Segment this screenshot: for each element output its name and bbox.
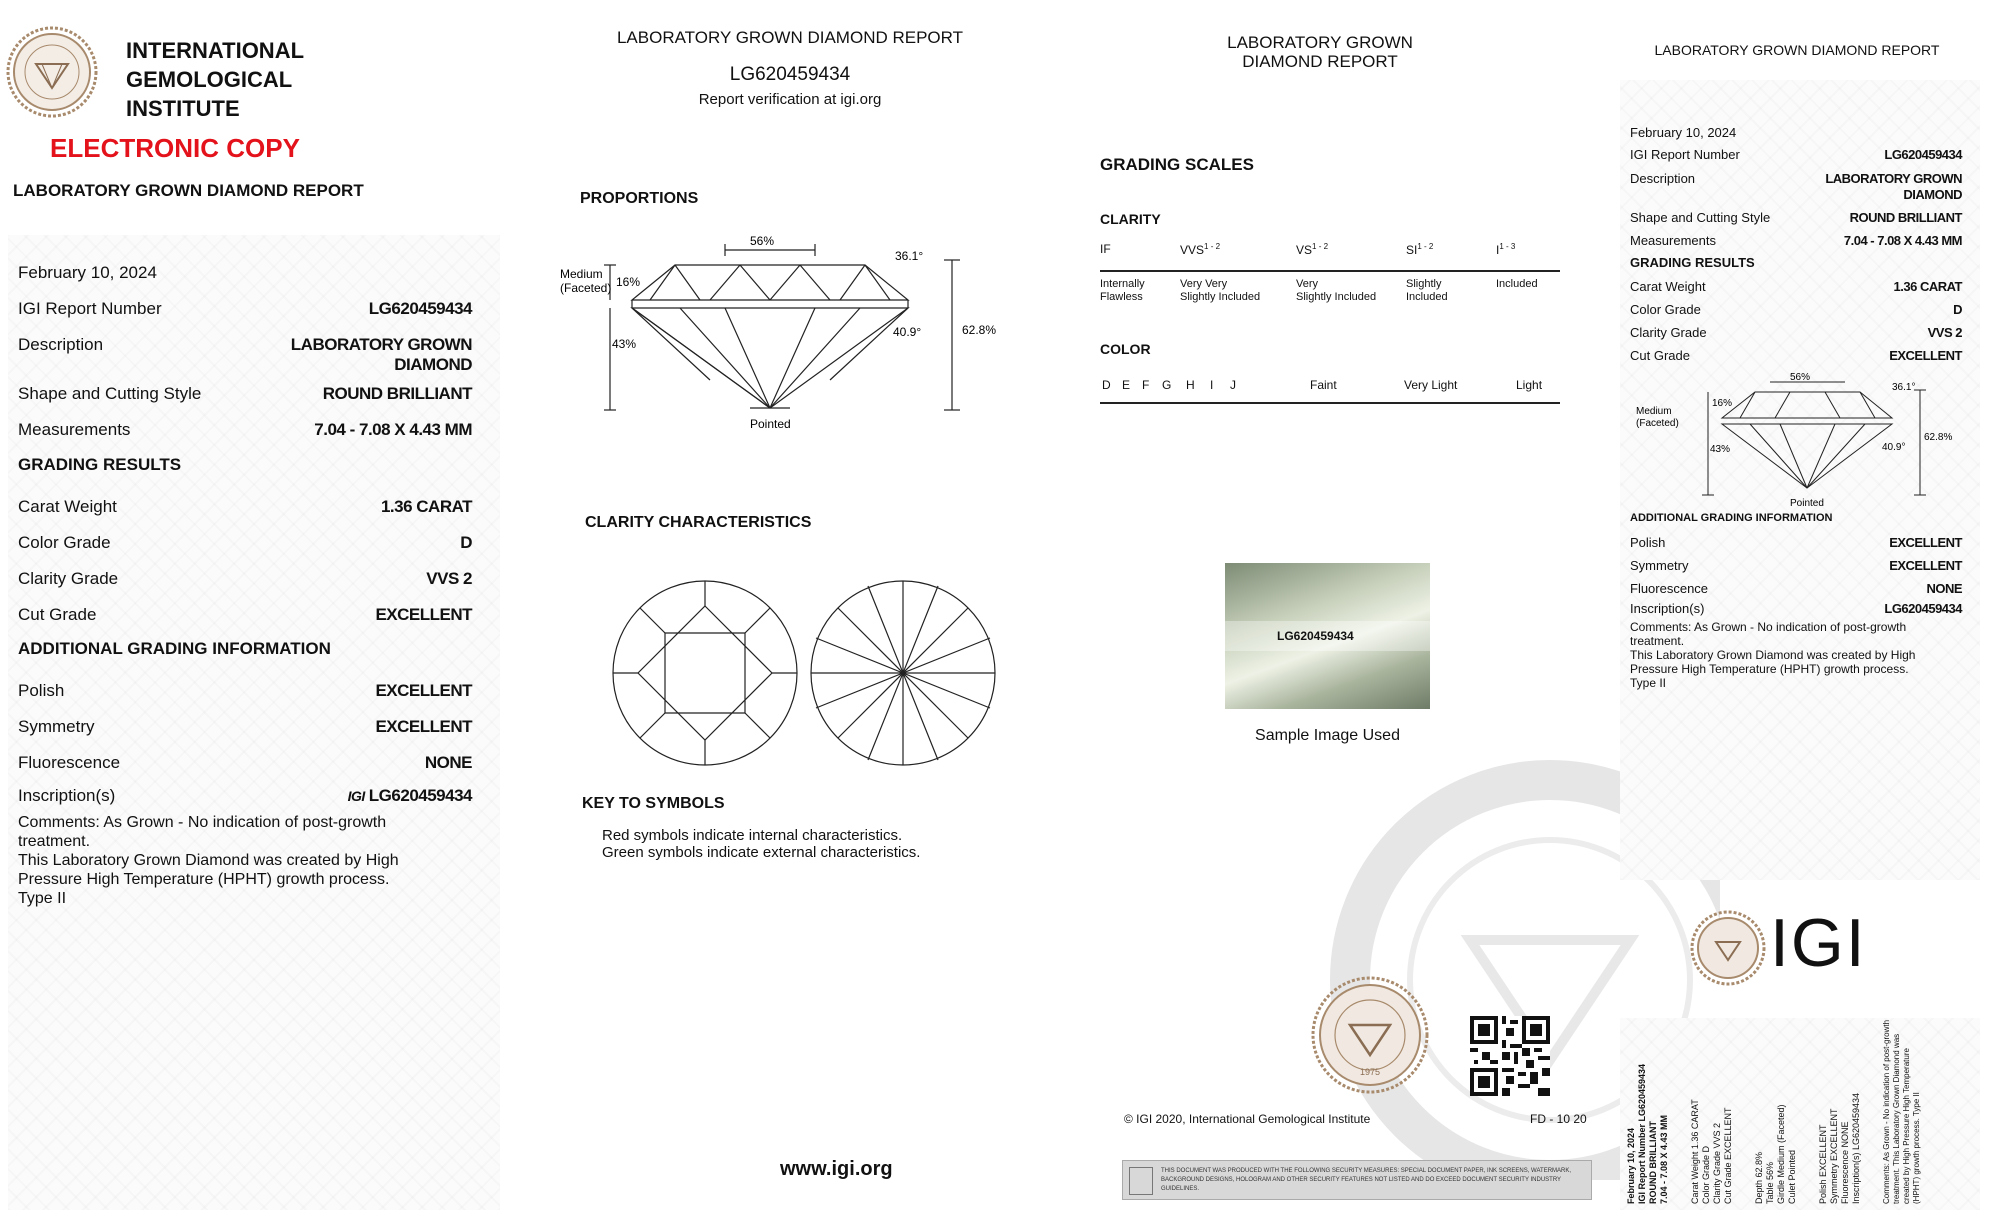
- sample-caption: Sample Image Used: [1255, 727, 1400, 744]
- detail-label: IGI Report Number: [18, 299, 162, 318]
- clarity-desc-line: Included: [1406, 291, 1448, 303]
- color-grade: Very Light: [1404, 378, 1458, 392]
- rotated-line: treatment. This Laboratory Grown Diamond was: [1892, 1033, 1901, 1204]
- additional-label: Inscription(s): [18, 786, 116, 805]
- additional-value: EXCELLENT: [1889, 558, 1962, 573]
- form-code: FD - 10 20: [1530, 1112, 1587, 1126]
- clarity-desc: [1496, 278, 1538, 291]
- grading-label: Carat Weight: [18, 497, 117, 516]
- color-grade: Light: [1516, 378, 1543, 392]
- report-details: [8, 235, 500, 1210]
- panel3-title-line: LABORATORY GROWN: [1227, 33, 1413, 52]
- detail-value: LG620459434: [1884, 147, 1962, 162]
- report-panel-left: [0, 0, 510, 1215]
- key-to-symbols-heading: KEY TO SYMBOLS: [582, 795, 725, 812]
- clarity-desc-line: Slightly: [1406, 278, 1442, 290]
- clarity-grade-label: SI: [1406, 243, 1418, 257]
- rotated-line: Clarity Grade VVS 2: [1712, 1122, 1722, 1204]
- igi-seal-large-icon: [1310, 975, 1430, 1095]
- rotated-column: [1818, 1018, 1862, 1204]
- pavilion-depth: 43%: [1710, 444, 1731, 455]
- key-lines: [602, 827, 920, 861]
- comment-line: Pressure High Temperature (HPHT) growth process.: [1630, 662, 1909, 676]
- rotated-line: Depth 62.8%: [1754, 1151, 1764, 1204]
- additional-label: Polish: [1630, 535, 1666, 550]
- rotated-line: IGI Report Number LG620459434: [1637, 1063, 1647, 1204]
- pavilion-depth: 43%: [612, 337, 637, 351]
- color-grade: F: [1142, 378, 1150, 392]
- clarity-desc: [1406, 278, 1448, 304]
- comment-line: treatment.: [1630, 634, 1685, 648]
- clarity-plot-pavilion-icon: [808, 578, 998, 768]
- comments: [18, 813, 399, 908]
- grading-value: D: [460, 533, 472, 552]
- clarity-desc: [1296, 278, 1376, 304]
- rotated-line: Color Grade D: [1701, 1145, 1711, 1204]
- report-panel-summary: [1612, 0, 2001, 1215]
- girdle-label: Medium: [560, 267, 603, 281]
- detail-label: Measurements: [1630, 233, 1716, 248]
- rotated-line: 7.04 - 7.08 X 4.43 MM: [1659, 1114, 1669, 1204]
- comment-line: This Laboratory Grown Diamond was created by High: [18, 852, 399, 869]
- detail-label: Shape and Cutting Style: [18, 384, 202, 403]
- rotated-line: Fluorescence NONE: [1840, 1121, 1850, 1204]
- girdle-label: Medium: [1636, 406, 1672, 417]
- grading-label: Cut Grade: [18, 605, 97, 624]
- panel4-title: LABORATORY GROWN DIAMOND REPORT: [1654, 42, 1940, 58]
- sample-inscription-text: LG620459434: [1277, 629, 1354, 643]
- detail-label: Description: [1630, 171, 1696, 186]
- additional-value: EXCELLENT: [1889, 535, 1962, 550]
- clarity-scale: [1100, 242, 1560, 302]
- clarity-grade-sup: 1 - 2: [1417, 242, 1434, 251]
- detail-value: LG620459434: [368, 299, 472, 318]
- detail-value: LABORATORY GROWN: [290, 335, 472, 354]
- pavilion-angle: 40.9°: [893, 325, 922, 339]
- girdle-label: (Faceted): [1636, 418, 1679, 429]
- color-grade: I: [1210, 378, 1214, 392]
- table-percent: 56%: [1790, 372, 1811, 383]
- grading-value: VVS 2: [426, 569, 472, 588]
- culet-label: Pointed: [1790, 498, 1824, 509]
- org-line: INTERNATIONAL: [126, 38, 305, 63]
- culet-label: Pointed: [750, 417, 791, 431]
- comment-line: This Laboratory Grown Diamond was created by High: [1630, 648, 1916, 662]
- rotated-summary: [1620, 1018, 1980, 1210]
- grading-value: 1.36 CARAT: [1893, 279, 1962, 294]
- clarity-desc-line: Included: [1496, 278, 1538, 290]
- clarity-grade: [1100, 242, 1111, 256]
- rotated-line: created by High Pressure High Temperature: [1902, 1048, 1911, 1204]
- clarity-grade-label: I: [1496, 243, 1500, 257]
- additional-label: Symmetry: [18, 717, 95, 736]
- additional-value: NONE: [424, 753, 472, 772]
- comment-line: Pressure High Temperature (HPHT) growth process.: [18, 871, 390, 888]
- rotated-line: (HPHT) growth process. Type II: [1912, 1092, 1921, 1204]
- rotated-line: Symmetry EXCELLENT: [1829, 1108, 1839, 1204]
- document-lock-icon: [1129, 1167, 1153, 1195]
- total-depth: 62.8%: [962, 323, 997, 337]
- color-grade: Faint: [1310, 378, 1337, 392]
- rotated-line: Inscription(s) LG620459434: [1851, 1092, 1861, 1204]
- org-line: INSTITUTE: [126, 96, 240, 121]
- igi-logo-text: IGI: [1770, 905, 1867, 981]
- security-footer: [1122, 1160, 1592, 1200]
- verification-text: Report verification at igi.org: [698, 91, 882, 108]
- crown-angle: 36.1°: [895, 249, 924, 263]
- color-grade: H: [1186, 378, 1195, 392]
- additional-grading-heading: ADDITIONAL GRADING INFORMATION: [18, 639, 331, 658]
- rotated-line: Girdle Medium (Faceted): [1776, 1104, 1786, 1204]
- grading-value: VVS 2: [1927, 325, 1962, 340]
- color-grade: E: [1122, 378, 1131, 392]
- additional-label: Fluorescence: [18, 753, 121, 772]
- additional-value: NONE: [1926, 581, 1962, 596]
- key-line: Red symbols indicate internal characteristics.: [602, 827, 903, 844]
- inscription-number: LG620459434: [368, 786, 472, 805]
- comment-line: Type II: [1630, 676, 1667, 690]
- rotated-column: [1882, 1018, 1922, 1204]
- org-line: GEMOLOGICAL: [126, 67, 293, 92]
- clarity-desc-line: Very Very: [1180, 278, 1228, 290]
- grading-results-heading: GRADING RESULTS: [18, 455, 182, 474]
- color-grade: J: [1230, 378, 1236, 392]
- grading-label: Carat Weight: [1630, 279, 1706, 294]
- table-percent: 56%: [750, 234, 775, 248]
- report-title: LABORATORY GROWN DIAMOND REPORT: [13, 181, 364, 200]
- grading-value: EXCELLENT: [375, 605, 472, 624]
- clarity-desc-line: Very: [1296, 278, 1319, 290]
- clarity-scale-rule: [1100, 270, 1560, 272]
- comment-line: Comments: As Grown - No indication of post-growth: [18, 814, 387, 831]
- clarity-grade: [1406, 242, 1433, 257]
- seal-year: 1975: [1359, 1067, 1381, 1077]
- detail-label: Description: [18, 335, 104, 354]
- sample-inscription-image: [1225, 563, 1430, 709]
- electronic-copy-label: ELECTRONIC COPY: [50, 133, 300, 163]
- girdle-label: (Faceted): [560, 281, 612, 295]
- additional-grading-heading: ADDITIONAL GRADING INFORMATION: [1630, 512, 1833, 524]
- clarity-grade-sup: 1 - 2: [1204, 242, 1221, 251]
- clarity-desc-line: Slightly Included: [1296, 291, 1377, 303]
- additional-label: Symmetry: [1630, 558, 1689, 573]
- rotated-line: Culet Pointed: [1787, 1149, 1797, 1204]
- copyright-text: © IGI 2020, International Gemological Institute: [1124, 1112, 1371, 1126]
- color-grade: D: [1102, 378, 1111, 392]
- security-text: THIS DOCUMENT WAS PRODUCED WITH THE FOLLOWING SECURITY MEASURES: SPECIAL DOCUMENT PAPER, INK SCREENS, WATERMARK, BACKGROUND DESIGNS, HOLOGRAM AND OTHER SECURITY FEATURES NOT LISTED AND DO EXCEED DOCUMENT SECURITY INDUSTRY GUIDELINES.: [1161, 1168, 1572, 1192]
- grading-label: Clarity Grade: [18, 569, 119, 588]
- crown-height: 16%: [1712, 398, 1733, 409]
- clarity-desc: [1100, 278, 1145, 304]
- clarity-desc-line: Flawless: [1100, 291, 1143, 303]
- additional-value: LG620459434: [1884, 601, 1962, 616]
- clarity-grade-label: IF: [1100, 242, 1111, 256]
- rotated-line: Carat Weight 1.36 CARAT: [1690, 1099, 1700, 1204]
- panel2-title: LABORATORY GROWN DIAMOND REPORT: [616, 28, 964, 47]
- detail-label: IGI Report Number: [1630, 147, 1740, 162]
- panel3-title: [1170, 33, 1470, 71]
- grading-label: Color Grade: [18, 533, 111, 552]
- pavilion-angle: 40.9°: [1882, 442, 1906, 453]
- qr-code-icon[interactable]: [1470, 1016, 1550, 1096]
- grading-value: 1.36 CARAT: [380, 497, 472, 516]
- rotated-line: February 10, 2024: [1626, 1127, 1636, 1204]
- clarity-grade: [1496, 242, 1515, 257]
- grading-value: D: [1953, 302, 1962, 317]
- grading-scales-heading: GRADING SCALES: [1100, 155, 1254, 174]
- grading-label: Color Grade: [1630, 302, 1701, 317]
- clarity-plot-crown-icon: [610, 578, 800, 768]
- detail-value: 7.04 - 7.08 X 4.43 MM: [314, 420, 472, 439]
- grading-results-heading: GRADING RESULTS: [1630, 255, 1755, 270]
- comment-line: treatment.: [18, 833, 91, 850]
- grading-label: Cut Grade: [1630, 348, 1690, 363]
- grading-value: EXCELLENT: [1889, 348, 1962, 363]
- clarity-grade-sup: 1 - 2: [1312, 242, 1329, 251]
- proportions-diagram: [560, 230, 1020, 440]
- detail-value: LABORATORY GROWN: [1825, 171, 1962, 186]
- proportions-heading: PROPORTIONS: [580, 190, 699, 207]
- clarity-grade-label: VS: [1296, 243, 1313, 257]
- crown-angle: 36.1°: [1892, 382, 1916, 393]
- detail-value: ROUND BRILLIANT: [1849, 210, 1962, 225]
- rotated-column: [1690, 1018, 1734, 1204]
- color-scale: [1100, 378, 1560, 404]
- additional-value: EXCELLENT: [375, 717, 472, 736]
- report-panel-scales: [1090, 0, 1610, 1215]
- clarity-desc: [1180, 278, 1260, 304]
- clarity-grade: [1180, 242, 1220, 257]
- igi-seal-small-icon: [1690, 910, 1766, 986]
- comment-line: Comments: As Grown - No indication of post-growth: [1630, 620, 1907, 634]
- additional-label: Polish: [18, 681, 65, 700]
- rotated-line: Polish EXCELLENT: [1818, 1124, 1828, 1204]
- clarity-grade-label: VVS: [1180, 243, 1205, 257]
- color-grade: G: [1162, 378, 1172, 392]
- summary-proportions-diagram: [1630, 370, 1965, 510]
- additional-label: Fluorescence: [1630, 581, 1709, 596]
- rotated-line: Comments: As Grown - No indication of post-growth: [1882, 1019, 1891, 1204]
- clarity-desc-line: Slightly Included: [1180, 291, 1261, 303]
- key-line: Green symbols indicate external characteristics.: [602, 844, 921, 861]
- comments: [1630, 620, 1915, 690]
- rotated-line: Table 56%: [1765, 1161, 1775, 1204]
- report-date: February 10, 2024: [18, 263, 157, 282]
- org-name: [126, 36, 304, 123]
- report-date: February 10, 2024: [1630, 125, 1737, 140]
- rotated-line: ROUND BRILLIANT: [1648, 1121, 1658, 1204]
- clarity-grade: [1296, 242, 1328, 257]
- grading-label: Clarity Grade: [1630, 325, 1707, 340]
- report-panel-proportions: [540, 0, 1060, 1215]
- inscription-value: [348, 786, 472, 806]
- crown-height: 16%: [616, 275, 641, 289]
- detail-value: 7.04 - 7.08 X 4.43 MM: [1843, 233, 1962, 248]
- clarity-grade-sup: 1 - 3: [1499, 242, 1516, 251]
- rotated-column: [1754, 1018, 1798, 1204]
- clarity-characteristics-heading: CLARITY CHARACTERISTICS: [585, 514, 812, 531]
- color-scale-rule: [1100, 402, 1560, 404]
- detail-value: DIAMOND: [1903, 187, 1962, 202]
- detail-value: DIAMOND: [394, 355, 472, 374]
- additional-value: EXCELLENT: [375, 681, 472, 700]
- rotated-line: Cut Grade EXCELLENT: [1723, 1107, 1733, 1204]
- comment-line: Type II: [18, 890, 67, 907]
- additional-label: Inscription(s): [1630, 601, 1705, 616]
- detail-label: Measurements: [18, 420, 131, 439]
- total-depth: 62.8%: [1924, 432, 1953, 443]
- panel2-report-number: LG620459434: [729, 64, 851, 85]
- igi-seal-icon: [6, 26, 98, 118]
- website-link[interactable]: www.igi.org: [780, 1158, 893, 1180]
- clarity-scale-heading: CLARITY: [1100, 211, 1161, 227]
- clarity-desc-line: Internally: [1100, 278, 1145, 290]
- rotated-column: [1626, 1018, 1670, 1204]
- color-scale-heading: COLOR: [1100, 341, 1151, 357]
- summary-details: [1620, 80, 1980, 880]
- detail-label: Shape and Cutting Style: [1630, 210, 1771, 225]
- panel3-title-line: DIAMOND REPORT: [1242, 52, 1398, 71]
- igi-mark-icon: IGI: [347, 788, 365, 804]
- detail-value: ROUND BRILLIANT: [322, 384, 472, 403]
